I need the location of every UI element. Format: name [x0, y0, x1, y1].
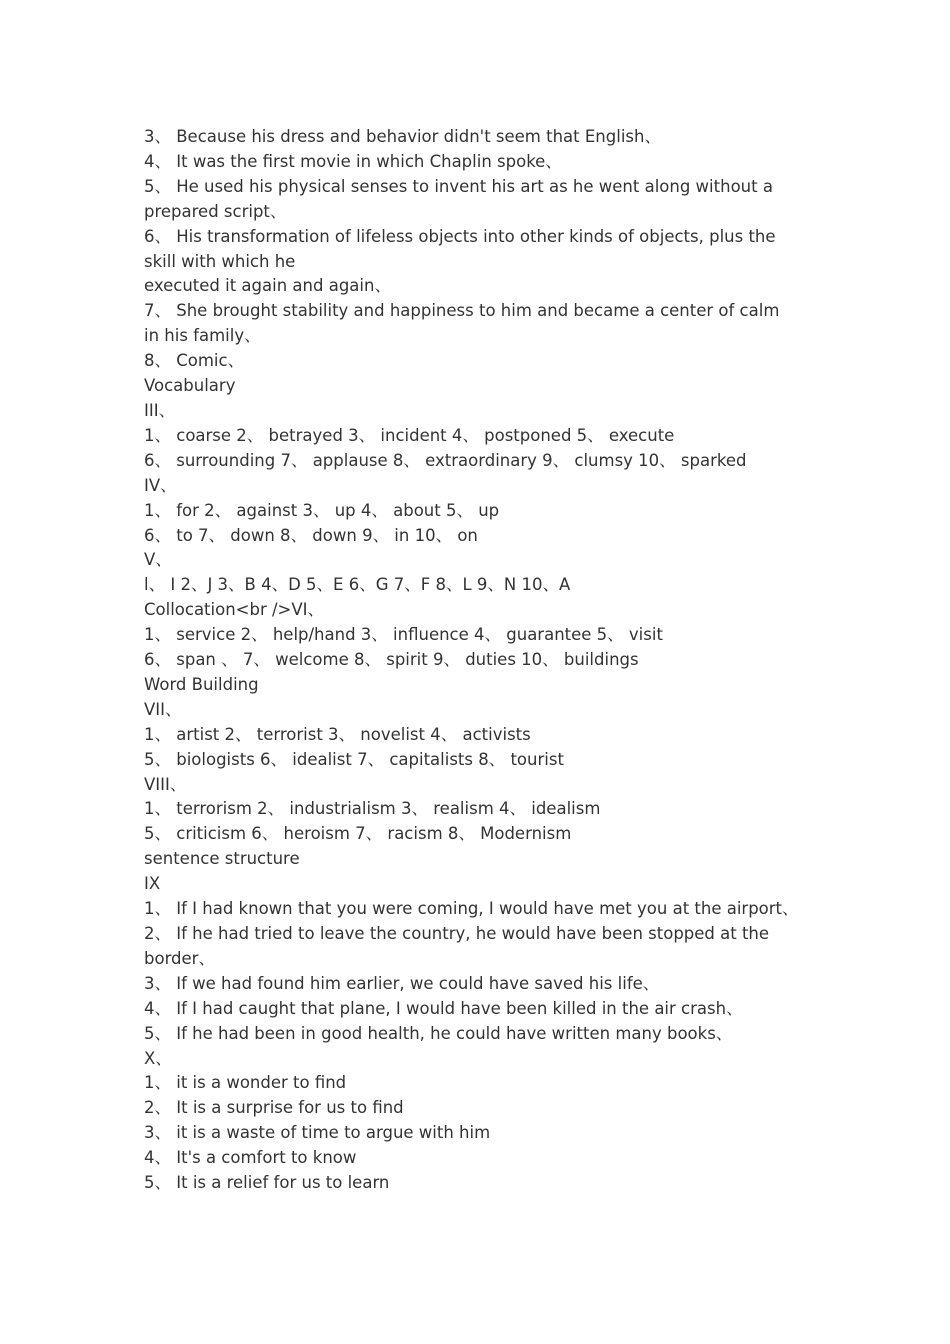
answer-8: 8、 Comic、 [144, 351, 245, 371]
list-item: 1、 it is a wonder to find [144, 1073, 347, 1093]
exercise-label-ix: IX [144, 874, 161, 894]
answer-3: 3、 Because his dress and behavior didn't seem that English、 [144, 127, 661, 146]
answer-row: 5、 biologists 6、 idealist 7、 capitalists 8、 tourist [144, 749, 564, 769]
section-heading-sentence-structure: sentence structure [144, 849, 300, 869]
list-item: 3、 If we had found him earlier, we could have saved his life、 [144, 973, 660, 993]
answer-row: 6、 span 、 7、 welcome 8、 spirit 9、 duties 10、 buildings [144, 650, 639, 670]
answer-7: 7、 She brought stability and happiness to him and became a center of calm in his family、 [144, 301, 780, 346]
answer-row: 1、 artist 2、 terrorist 3、 novelist 4、 activists [144, 724, 531, 744]
exercise-label-vii: VII、 [144, 699, 182, 719]
answer-row: 1、 terrorism 2、 industrialism 3、 realism 4、 idealism [144, 799, 601, 819]
answer-6: 6、 His transformation of lifeless objects into other kinds of objects, plus the skill with which he [144, 226, 776, 271]
document-page [144, 125, 804, 1196]
exercise-label-v: V、 [144, 550, 172, 570]
answer-row: 1、 for 2、 against 3、 up 4、 about 5、 up [144, 500, 500, 520]
answer-6-continuation: executed it again and again、 [144, 276, 391, 296]
list-item: 2、 It is a surprise for us to find [144, 1098, 404, 1118]
answer-row: 6、 to 7、 down 8、 down 9、 in 10、 on [144, 525, 478, 545]
answer-4: 4、 It was the first movie in which Chaplin spoke、 [144, 151, 562, 171]
exercise-label-viii: VIII、 [144, 774, 187, 794]
answer-row: l、 I 2、J 3、B 4、D 5、E 6、G 7、F 8、L 9、N 10、A [144, 575, 571, 595]
list-item: 3、 it is a waste of time to argue with him [144, 1123, 491, 1143]
section-heading-collocation: Collocation<br />VI、 [144, 600, 325, 620]
list-item: 1、 If I had known that you were coming, I would have met you at the airport、 [144, 899, 799, 919]
exercise-label-iv: IV、 [144, 475, 177, 495]
list-item: 4、 If I had caught that plane, I would have been killed in the air crash、 [144, 998, 743, 1018]
exercise-label-iii: III、 [144, 400, 176, 420]
list-item: 5、 If he had been in good health, he could have written many books、 [144, 1023, 733, 1043]
answer-row: 6、 surrounding 7、 applause 8、 extraordinary 9、 clumsy 10、 sparked [144, 450, 747, 470]
section-heading-vocabulary: Vocabulary [144, 376, 236, 396]
answer-row: 5、 criticism 6、 heroism 7、 racism 8、 Modernism [144, 824, 572, 844]
list-item: 4、 It's a comfort to know [144, 1148, 357, 1168]
answer-row: 1、 coarse 2、 betrayed 3、 incident 4、 postponed 5、 execute [144, 425, 675, 445]
answer-5: 5、 He used his physical senses to invent his art as he went along without a prepared script、 [144, 176, 773, 221]
answer-row: 1、 service 2、 help/hand 3、 influence 4、 guarantee 5、 visit [144, 625, 663, 645]
list-item: 5、 It is a relief for us to learn [144, 1173, 390, 1193]
section-heading-word-building: Word Building [144, 674, 259, 694]
list-item: 2、 If he had tried to leave the country, he would have been stopped at the border、 [144, 924, 770, 968]
exercise-label-x: X、 [144, 1048, 172, 1068]
